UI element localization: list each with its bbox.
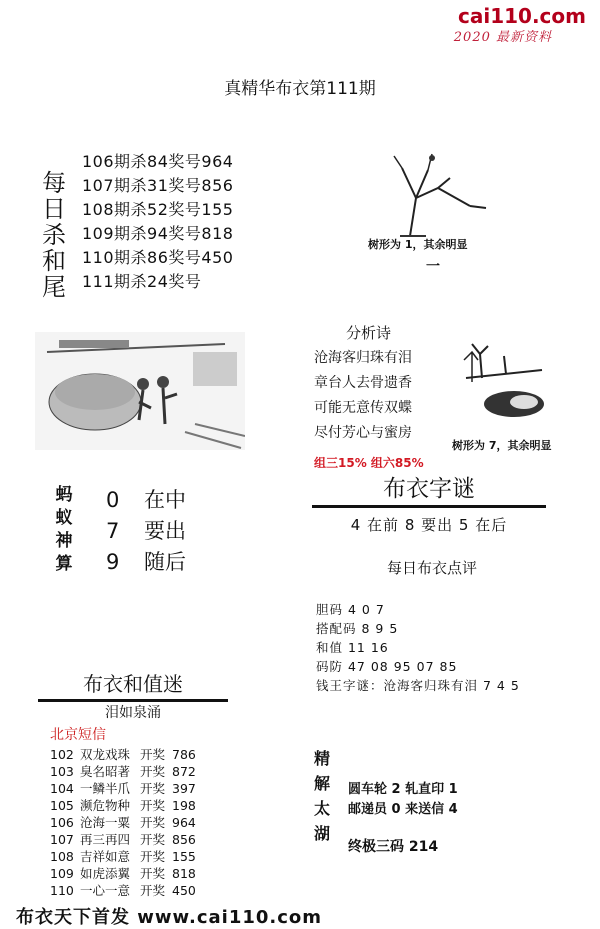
list-item [50, 814, 196, 831]
idiom: 吉祥如意 [80, 849, 131, 864]
draw-label: 开奖 [140, 747, 166, 762]
draw-label: 开奖 [140, 798, 166, 813]
summary-line: 胆码 4 0 7 [316, 602, 385, 617]
poem-line: 尽付芳心与蜜房 [314, 425, 412, 441]
kill-item: 108期杀52奖号155 [82, 200, 234, 219]
idiom: 一鳞半爪 [80, 781, 131, 796]
draw-number: 856 [172, 832, 196, 847]
draw-label: 开奖 [140, 815, 166, 830]
list-item [50, 865, 196, 882]
draw-number: 198 [172, 798, 196, 813]
ant-text: 随后 [144, 550, 186, 574]
poem-line: 章台人去骨遗香 [314, 375, 412, 391]
poem-title: 分析诗 [346, 324, 392, 342]
kill-item: 107期杀31奖号856 [82, 176, 234, 195]
tree-illustration-1 [380, 148, 490, 238]
site-logo: cai110.com [458, 4, 586, 28]
ant-text: 在中 [144, 488, 186, 512]
idiom: 双龙戏珠 [80, 747, 131, 762]
tree1-caption: 树形为 1，其余明显 [368, 238, 468, 251]
summary-list [316, 600, 520, 695]
ant-row [106, 546, 186, 576]
tree1-sub: 一 [426, 259, 440, 275]
riddle-title: 布衣字谜 [383, 476, 475, 502]
idiom: 如虎添翼 [80, 866, 131, 881]
draw-number: 786 [172, 747, 196, 762]
draw-label: 开奖 [140, 883, 166, 898]
idiom: 再三再四 [80, 832, 131, 847]
beijing-list [50, 746, 196, 899]
issue-no: 105 [50, 798, 74, 813]
list-item [50, 848, 196, 865]
jingjie-line: 圆车轮 2 轧直印 1 [348, 782, 458, 797]
riddle-divider [312, 505, 546, 508]
draw-number: 872 [172, 764, 196, 779]
scene-illustration [35, 332, 245, 450]
list-item [50, 780, 196, 797]
idiom: 濒危物种 [80, 798, 131, 813]
draw-label: 开奖 [140, 781, 166, 796]
sum-riddle-header [38, 668, 228, 702]
draw-label: 开奖 [140, 832, 166, 847]
ant-num: 0 [106, 488, 120, 512]
ant-text: 要出 [144, 519, 186, 543]
issue-no: 108 [50, 849, 74, 864]
draw-number: 397 [172, 781, 196, 796]
riddle-header [312, 470, 546, 508]
list-item [50, 746, 196, 763]
daily-review-title: 每日布衣点评 [386, 559, 477, 577]
ant-num: 7 [106, 519, 120, 543]
list-item [50, 831, 196, 848]
kill-item: 110期杀86奖号450 [82, 248, 234, 267]
tree2-caption: 树形为 7，其余明显 [452, 439, 552, 452]
kill-item: 106期杀84奖号964 [82, 152, 234, 171]
idiom: 沧海一粟 [80, 815, 131, 830]
idiom: 一心一意 [80, 883, 131, 898]
ant-row [106, 484, 186, 514]
subtitle: 2020 最新资料 [453, 30, 552, 45]
poem-line: 可能无意传双蝶 [314, 400, 412, 416]
jingjie-line: 终极三码 214 [348, 839, 439, 855]
poem [314, 346, 412, 446]
footer-brand: 布衣天下首发 www.cai110.com [16, 907, 323, 928]
sum-riddle-title: 布衣和值迷 [83, 672, 183, 696]
riddle-text: 4 在前 8 要出 5 在后 [350, 516, 508, 534]
issue-no: 109 [50, 866, 74, 881]
kill-item: 111期杀24奖号 [82, 272, 202, 291]
ant-label: 蚂蚁神算 [55, 485, 73, 574]
ant-num: 9 [106, 550, 120, 574]
draw-label: 开奖 [140, 764, 166, 779]
issue-no: 103 [50, 764, 74, 779]
draw-number: 450 [172, 883, 196, 898]
issue-no: 106 [50, 815, 74, 830]
ant-row [106, 515, 186, 545]
poem-line: 沧海客归珠有泪 [314, 350, 412, 366]
jingjie-line: 邮递员 0 来送信 4 [348, 802, 458, 817]
issue-no: 107 [50, 832, 74, 847]
issue-no: 104 [50, 781, 74, 796]
jingjie-label: 精解太湖 [314, 749, 331, 843]
kill-item: 109期杀94奖号818 [82, 224, 234, 243]
list-item [50, 882, 196, 899]
summary-line: 搭配码 8 9 5 [316, 621, 399, 636]
page-title: 真精华布衣第111期 [224, 79, 376, 99]
draw-number: 964 [172, 815, 196, 830]
list-item [50, 763, 196, 780]
draw-label: 开奖 [140, 866, 166, 881]
tree-illustration-2 [452, 340, 570, 438]
draw-number: 155 [172, 849, 196, 864]
beijing-title: 北京短信 [50, 727, 106, 743]
summary-line: 钱王字谜：沧海客归珠有泪 7 4 5 [316, 678, 520, 693]
idiom: 臭名昭著 [80, 764, 131, 779]
summary-line: 和值 11 16 [316, 640, 389, 655]
sum-riddle-subtitle: 泪如泉涌 [105, 705, 161, 721]
issue-no: 102 [50, 747, 74, 762]
combo-percent: 组三15% 组六85% [314, 456, 424, 470]
draw-label: 开奖 [140, 849, 166, 864]
daily-kill-label: 每日杀和尾 [42, 169, 66, 301]
summary-line: 码防 47 08 95 07 85 [316, 659, 458, 674]
kill-list [82, 150, 233, 294]
draw-number: 818 [172, 866, 196, 881]
issue-no: 110 [50, 883, 74, 898]
list-item [50, 797, 196, 814]
